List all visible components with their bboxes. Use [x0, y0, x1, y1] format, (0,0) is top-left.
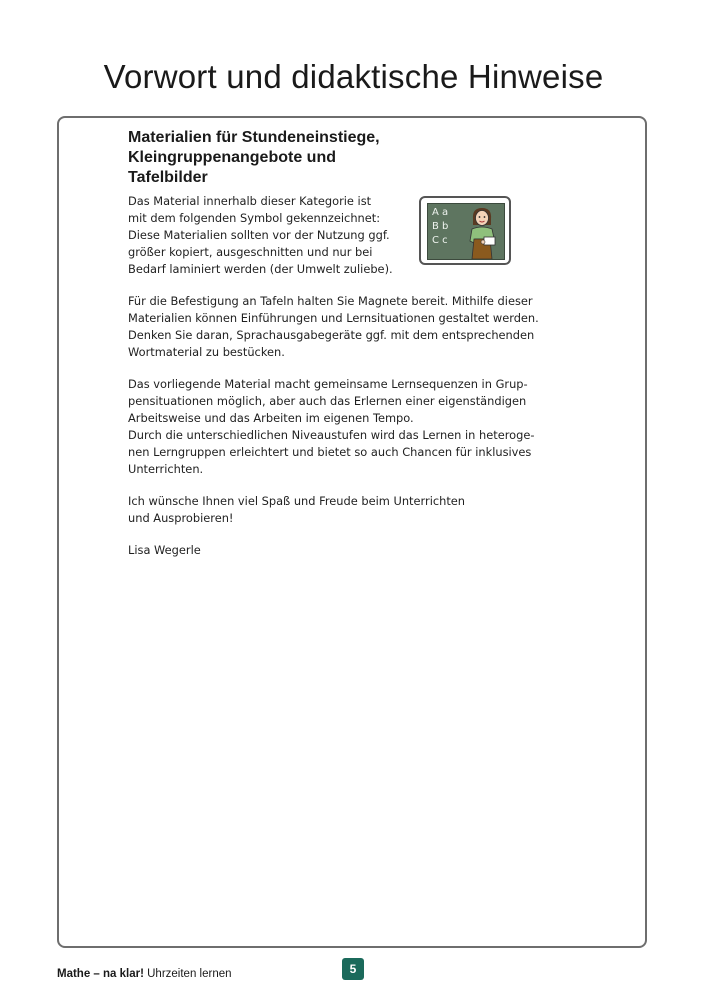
text-line: pensituationen möglich, aber auch das Erlernen einer eigenständigen	[128, 394, 527, 408]
page-title: Vorwort und didaktische Hinweise	[103, 58, 604, 95]
text-line: mit dem folgenden Symbol gekennzeichnet:	[128, 211, 381, 225]
paragraph-learning-sequences	[128, 376, 548, 478]
section-heading	[128, 128, 418, 188]
chalkboard-letter-row: C c	[432, 235, 448, 246]
footer-book-title	[57, 968, 232, 980]
section-heading-line: Kleingruppenangebote und	[128, 149, 336, 166]
text-line: Arbeitsweise und das Arbeiten im eigenen Tempo.	[128, 411, 414, 425]
paragraph-magnets	[128, 293, 548, 361]
text-line: Das vorliegende Material macht gemeinsame Lernsequenzen in Grup-	[128, 377, 528, 391]
text-line: größer kopiert, ausgeschnitten und nur bei	[128, 245, 373, 259]
text-line: Durch die unterschiedlichen Niveaustufen wird das Lernen in heteroge-	[128, 428, 535, 442]
intro-paragraph	[128, 193, 400, 278]
section-heading-line: Materialien für Stundeneinstiege,	[128, 129, 380, 146]
chalkboard-letters	[432, 206, 460, 248]
text-line: Ich wünsche Ihnen viel Spaß und Freude beim Unterrichten	[128, 494, 466, 508]
teacher-figure	[462, 205, 502, 259]
text-line: Unterrichten.	[128, 462, 204, 476]
book-series: Mathe – na klar!	[57, 968, 144, 980]
text-line: Für die Befestigung an Tafeln halten Sie Magnete bereit. Mithilfe dieser	[128, 294, 533, 308]
chalkboard-letter-row: A a	[432, 207, 449, 218]
author-signature: Lisa Wegerle	[128, 543, 201, 557]
page-number-badge: 5	[342, 958, 364, 980]
paragraph-closing	[128, 493, 548, 527]
teacher-at-chalkboard-icon	[419, 196, 511, 265]
text-line: nen Lerngruppen erleichtert und bietet so auch Chancen für inklusives	[128, 445, 532, 459]
text-line: und Ausprobieren!	[128, 511, 234, 525]
chalkboard-letter-row: B b	[432, 221, 449, 232]
chalkboard	[427, 203, 505, 260]
text-line: Materialien können Einführungen und Lernsituationen gestaltet werden.	[128, 311, 539, 325]
section-heading-line: Tafelbilder	[128, 169, 208, 186]
text-line: Wortmaterial zu bestücken.	[128, 345, 285, 359]
text-line: Denken Sie daran, Sprachausgabegeräte ggf. mit dem entsprechenden	[128, 328, 535, 342]
book-subtitle: Uhrzeiten lernen	[147, 968, 232, 980]
text-line: Das Material innerhalb dieser Kategorie ist	[128, 194, 372, 208]
text-line: Diese Materialien sollten vor der Nutzung ggf.	[128, 228, 390, 242]
text-line: Bedarf laminiert werden (der Umwelt zuliebe).	[128, 262, 393, 276]
